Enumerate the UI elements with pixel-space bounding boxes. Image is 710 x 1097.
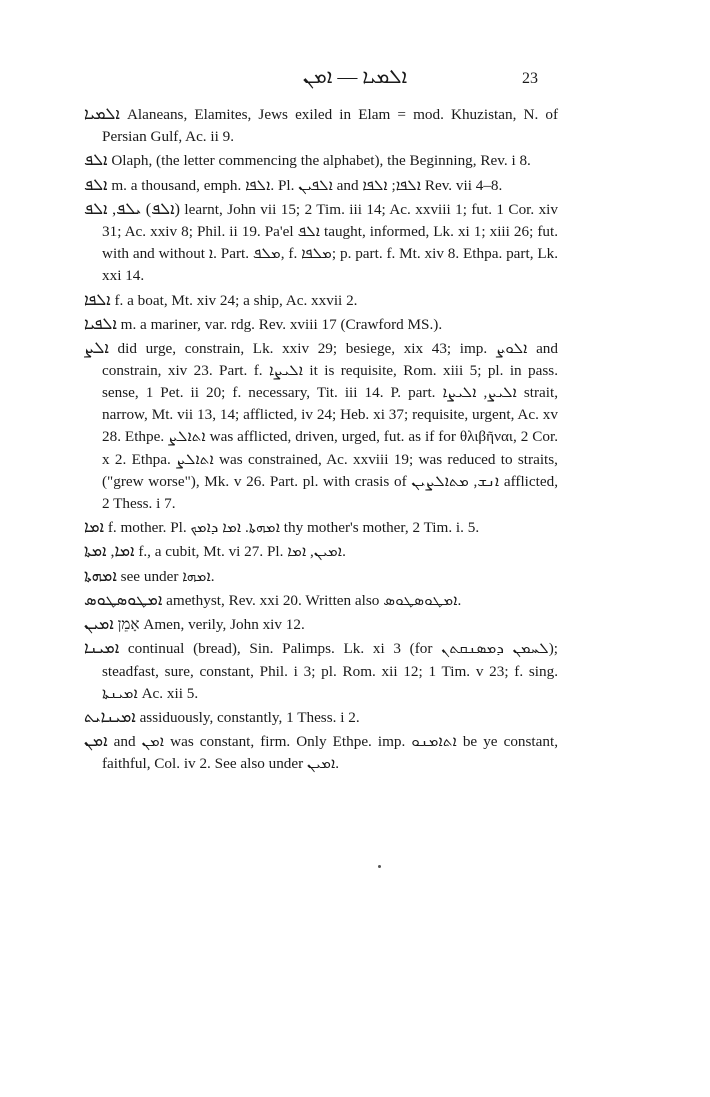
entry-text: continual (bread), Sin. Palimps. Lk. xi 3 (for ܠܚܡܢ ܕܡܣܢܩܬܢ); steadfast, sure, constant, Phil. i 3; pl. Rom. xii 12; 1 Tim. v 23; f. sing. ܐܡܝܢܬܐ Ac. xii 5.: [102, 640, 559, 702]
entry-headword: ܐܡܗܬܐ: [84, 567, 117, 585]
entry-text: did urge, constrain, Lk. xxiv 29; besiege, xix 43; imp. ܐܠܘܨ and constrain, xiv 23. Part. f. ܐܠܝܨܐ it is requisite, Rom. xiii 5; pl. in pass. sense, 1 Pet. ii 20; f. necessary, Tit. iii 14. P. part. ܐܠܝܨ, ܐܠܝܨܐ strait, narrow, Mt. vii 13, 14; afflicted, iv 24; Heb. xi 37; requisite, urgent, Ac. xv 28. Ethpe. ܐܬܐܠܨ was afflicted, driven, urged, fut. as if for θλιβῆναι, 2 Cor. x 2. Ethpa. ܐܬܐܠܨ was constrained, Ac. xxviii 19; was reduced to straits, ("grew worse"), Mk. v 26. Part. pl. with crasis of ܐܢܫ, ܡܬܐܠܨܝܢ afflicted, 2 Thess. i 7.: [102, 340, 558, 512]
entry-text: f. a boat, Mt. xiv 24; a ship, Ac. xxvii 2.: [114, 291, 358, 309]
entry-constant: [84, 731, 558, 775]
entry-olaph: [84, 150, 558, 172]
ink-speck: [378, 865, 381, 868]
entry-mother: [84, 517, 558, 539]
running-head: ܐܠܡܝܐ — ܐܡܢ: [302, 66, 408, 88]
entry-text: m. a thousand, emph. ܐܠܦܐ. Pl. ܐܠܦܝܢ and ܐܠܦܐ; ܐܠܦܐ Rev. vii 4–8.: [111, 176, 503, 194]
entry-headword: ܐܠܡܝܐ: [84, 106, 120, 123]
entry-assiduously: [84, 707, 558, 729]
entry-headword: ܐܡܛܘܣܛܘܣ: [84, 591, 163, 609]
entry-text: m. a mariner, var. rdg. Rev. xviii 17 (Crawford MS.).: [120, 315, 443, 333]
entry-text: f. mother. Pl. ܐܡܗܬܐ. ܐܡܐ ܕܐܡܟ thy mother's mother, 2 Tim. i. 5.: [107, 519, 480, 536]
entry-headword: ܐܡܝܢܐܝܬ: [84, 708, 136, 726]
entry-headword: ܐܠܦܐ: [84, 291, 111, 309]
entry-text: see under ܐܡܗܐ.: [120, 567, 215, 585]
entry-headword: ܐܠܦܝܐ: [84, 315, 117, 333]
entry-urge: [84, 338, 558, 515]
entry-alaneans: [84, 104, 558, 148]
entry-headword: ܐܡܝܢ: [84, 616, 114, 634]
entry-headword: ܐܠܦ: [84, 176, 108, 194]
entry-amen: [84, 614, 558, 636]
entry-text: assiduously, constantly, 1 Thess. i 2.: [139, 708, 360, 726]
entry-headword: ܐܠܨ: [84, 340, 109, 358]
entry-amethyst: [84, 590, 558, 612]
entry-headword: ܐܡܐ, ܐܡܬܐ: [84, 543, 135, 561]
entry-thousand: [84, 175, 558, 197]
entry-text: אָמֵן Amen, verily, John xiv 12.: [117, 616, 305, 634]
entry-text: Alaneans, Elamites, Jews exiled in Elam = mod. Khuzistan, N. of Persian Gulf, Ac. ii 9.: [102, 106, 559, 146]
entry-cubit: [84, 541, 558, 563]
dictionary-entries: [84, 104, 558, 778]
entry-mariner: [84, 314, 558, 336]
entry-headword: ܐܠܦ: [84, 152, 108, 170]
entry-text: Olaph, (the letter commencing the alphabet), the Beginning, Rev. i 8.: [111, 152, 531, 170]
entry-headword: ܐܡܝܢܐ: [84, 640, 120, 658]
entry-see-under: [84, 566, 558, 588]
entry-text: f., a cubit, Mt. vi 27. Pl. ܐܡܝܢ, ܐܡܐ.: [138, 543, 346, 561]
entry-continual: [84, 638, 558, 704]
entry-headword: ܐܡܐ: [84, 519, 105, 536]
page-number: 23: [522, 70, 538, 87]
entry-learnt: [84, 199, 558, 287]
entry-headword: (ܐܠܦ) ܝܠܦ, ܐܠܦ: [84, 200, 180, 218]
page-header: [0, 66, 710, 96]
entry-headword: ܐܡܢ: [84, 733, 108, 751]
entry-text: amethyst, Rev. xxi 20. Written also ܐܡܛܘܣܛܘܣ.: [166, 591, 462, 609]
entry-boat: [84, 290, 558, 312]
entry-text: learnt, John vii 15; 2 Tim. iii 14; Ac. xxviii 1; fut. 1 Cor. xiv 31; Ac. xxiv 8; Phil. ii 19. Pa'el ܐܠܦ taught, informed, Lk. xi 1; xiii 26; fut. with and without ܐ. Part. ܡܠܦ, f. ܡܠܦܐ; p. part. f. Mt. xiv 8. Ethpa. part, Lk. xxi 14.: [102, 200, 558, 285]
entry-text: and ܐܡܢ was constant, firm. Only Ethpe. imp. ܐܬܐܡܢܘ be ye constant, faithful, Col. iv 2. See also under ܐܡܝܢ.: [102, 733, 558, 773]
